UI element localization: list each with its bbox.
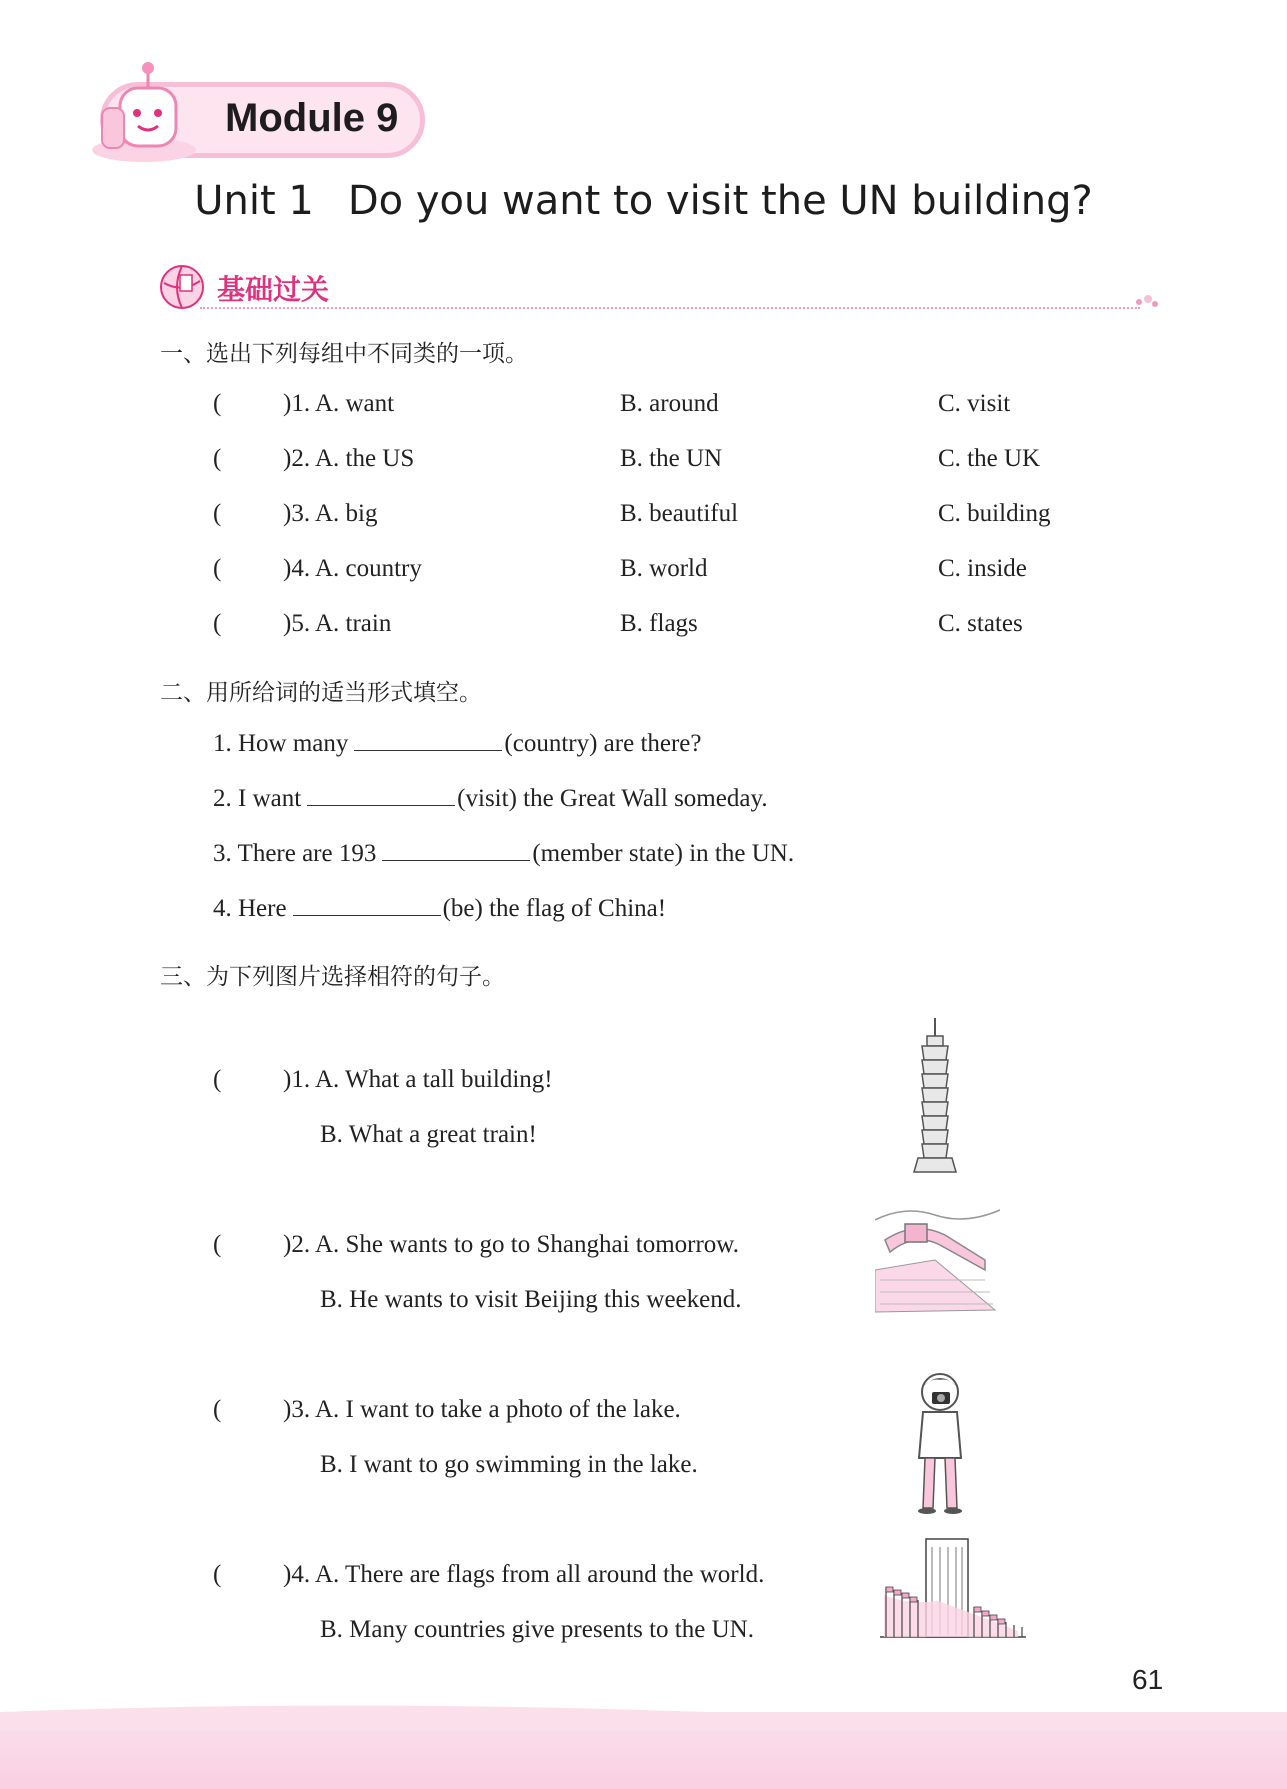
fill-blank-item: [213, 728, 702, 758]
answer-paren[interactable]: (: [213, 610, 222, 637]
sentence-start: 4. Here: [213, 895, 287, 922]
sentence-end: (visit) the Great Wall someday.: [457, 785, 768, 812]
option-c: C. building: [938, 500, 1051, 527]
sentence-start: 3. There are 193: [213, 840, 377, 867]
answer-paren[interactable]: (: [213, 1231, 222, 1258]
option-a: )4. A. country: [283, 555, 422, 582]
un-building-flags-icon: [878, 1535, 1028, 1640]
option-b: B. flags: [620, 610, 698, 637]
robot-mascot-icon: [82, 58, 212, 168]
sentence-end: (country) are there?: [504, 730, 702, 757]
great-wall-icon: [875, 1200, 1000, 1320]
globe-icon: [158, 263, 206, 311]
answer-paren[interactable]: (: [213, 445, 222, 472]
answer-paren[interactable]: (: [213, 500, 222, 527]
option-c: C. visit: [938, 390, 1011, 417]
option-c: C. states: [938, 610, 1023, 637]
sentence-start: 1. How many: [213, 730, 349, 757]
answer-blank[interactable]: [307, 783, 455, 806]
page-number: 61: [1132, 1664, 1164, 1695]
option-a: )1. A. want: [283, 390, 395, 417]
option-b: B. Many countries give presents to the UN.: [320, 1616, 754, 1643]
tall-tower-icon: [910, 1018, 960, 1174]
unit-title-text: Do you want to visit the UN building?: [347, 178, 1093, 224]
divider-dots-icon: [1135, 294, 1159, 310]
section-label: 基础过关: [217, 273, 330, 306]
part2-heading: 二、用所给词的适当形式填空。: [160, 680, 482, 706]
option-a: )2. A. the US: [283, 445, 415, 472]
sentence-end: (be) the flag of China!: [442, 895, 667, 922]
answer-blank[interactable]: [382, 838, 530, 861]
module-title: Module 9: [225, 96, 399, 140]
answer-paren[interactable]: (: [213, 555, 222, 582]
option-c: C. the UK: [938, 445, 1041, 472]
option-a: )3. A. I want to take a photo of the lake.: [283, 1396, 681, 1423]
answer-blank[interactable]: [354, 728, 502, 751]
answer-paren[interactable]: (: [213, 1396, 222, 1423]
answer-paren[interactable]: (: [213, 390, 222, 417]
option-a: )5. A. train: [283, 610, 392, 637]
option-c: C. inside: [938, 555, 1027, 582]
option-b: B. around: [620, 390, 719, 417]
answer-blank[interactable]: [293, 893, 441, 916]
option-a: )3. A. big: [283, 500, 378, 527]
unit-number: Unit 1: [194, 178, 314, 224]
option-b: B. world: [620, 555, 708, 582]
sentence-start: 2. I want: [213, 785, 302, 812]
part1-heading: 一、选出下列每组中不同类的一项。: [160, 341, 528, 367]
option-b: B. He wants to visit Beijing this weekend.: [320, 1286, 742, 1313]
fill-blank-item: [213, 838, 794, 868]
footer-wave: [0, 1700, 1287, 1730]
option-b: B. the UN: [620, 445, 723, 472]
section-divider: [200, 307, 1140, 309]
option-b: B. I want to go swimming in the lake.: [320, 1451, 698, 1478]
sentence-end: (member state) in the UN.: [532, 840, 795, 867]
option-a: )1. A. What a tall building!: [283, 1066, 553, 1093]
answer-paren[interactable]: (: [213, 1561, 222, 1588]
option-b: B. What a great train!: [320, 1121, 537, 1148]
answer-paren[interactable]: (: [213, 1066, 222, 1093]
option-b: B. beautiful: [620, 500, 739, 527]
option-a: )2. A. She wants to go to Shanghai tomorrow.: [283, 1231, 739, 1258]
fill-blank-item: [213, 893, 666, 923]
fill-blank-item: [213, 783, 768, 813]
option-a: )4. A. There are flags from all around the world.: [283, 1561, 765, 1588]
unit-title: [0, 178, 1287, 224]
part3-heading: 三、为下列图片选择相符的句子。: [160, 964, 505, 990]
boy-camera-icon: [905, 1370, 975, 1515]
